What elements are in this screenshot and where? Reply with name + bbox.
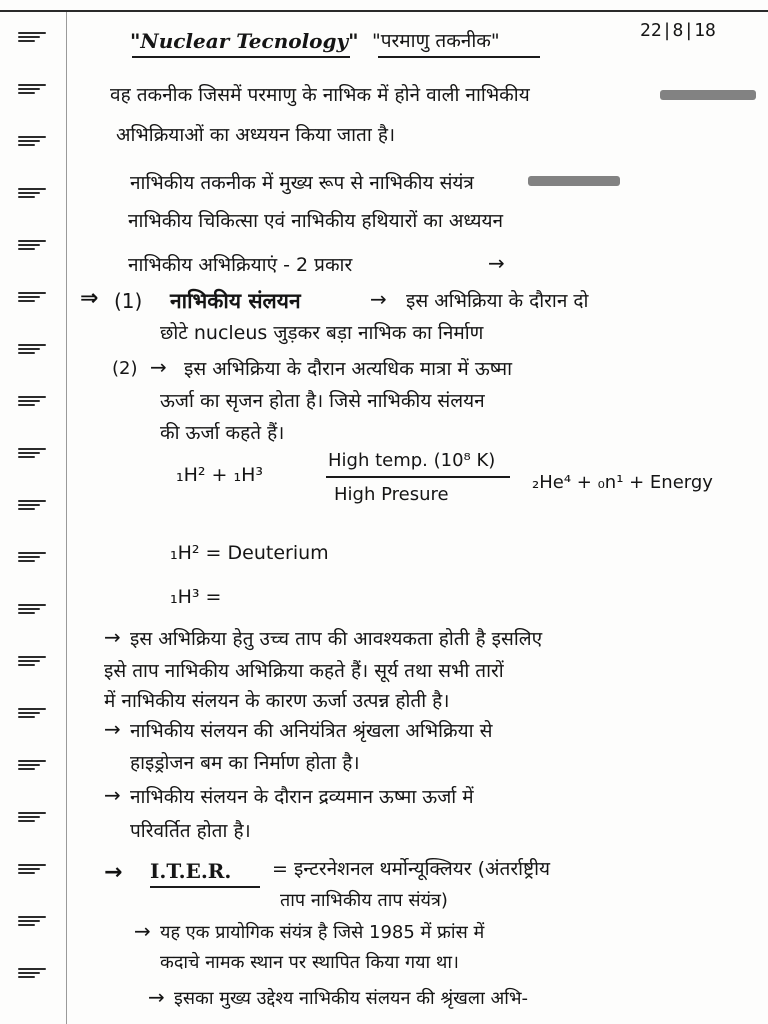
note-line-5: हाइड्रोजन बम का निर्माण होता है। xyxy=(130,752,360,774)
title-english: "Nuclear Tecnology" xyxy=(130,29,359,53)
binding-ring xyxy=(18,604,46,618)
intro-line-3: नाभिकीय तकनीक में मुख्य रूप से नाभिकीय संयंत्र xyxy=(130,172,474,194)
binding-ring xyxy=(18,552,46,566)
double-arrow-icon: ⇒ xyxy=(80,286,99,311)
binding-ring xyxy=(18,812,46,826)
arrow-icon: → xyxy=(370,287,387,311)
title-hindi-underline xyxy=(378,56,540,58)
bold-arrow-icon: → xyxy=(104,860,123,885)
equation-lhs: ₁H² + ₁H³ xyxy=(176,464,264,486)
arrow-icon: → xyxy=(104,625,121,649)
arrow-icon: → xyxy=(150,355,167,379)
binding-ring xyxy=(18,396,46,410)
iter-line-2: ताप नाभिकीय ताप संयंत्र) xyxy=(280,890,448,911)
binding-ring xyxy=(18,864,46,878)
fusion-heading: नाभिकीय संलयन xyxy=(170,289,301,313)
note-line-7: परिवर्तित होता है। xyxy=(130,820,251,842)
binding-ring xyxy=(18,916,46,930)
arrow-icon: → xyxy=(148,985,165,1009)
top-rule xyxy=(0,10,768,12)
note-line-3: में नाभिकीय संलयन के कारण ऊर्जा उत्पन्न होती है। xyxy=(104,690,450,712)
margin-rule xyxy=(66,12,67,1024)
binding-ring xyxy=(18,136,46,150)
binding-ring xyxy=(18,656,46,670)
iter-underline xyxy=(150,886,260,888)
binding-ring xyxy=(18,500,46,514)
binding-ring xyxy=(18,292,46,306)
iter-line-4: कदाचे नामक स्थान पर स्थापित किया गया था। xyxy=(160,952,459,973)
equation-condition-top: High temp. (10⁸ K) xyxy=(328,450,496,471)
iter-line-1: = इन्टरनेशनल थर्मोन्यूक्लियर (अंतर्राष्ट्रीय xyxy=(272,858,551,880)
binding-ring xyxy=(18,760,46,774)
arrow-icon: → xyxy=(104,783,121,807)
intro-line-1: वह तकनीक जिसमें परमाणु के नाभिक में होने वाली नाभिकीय xyxy=(110,84,530,106)
title-hindi: "परमाणु तकनीक" xyxy=(372,30,500,52)
arrow-icon: → xyxy=(488,251,505,275)
intro-line-2: अभिक्रियाओं का अध्ययन किया जाता है। xyxy=(116,124,396,146)
spiral-binding xyxy=(12,20,52,1020)
fusion-sub-number: (2) xyxy=(112,358,138,379)
equation-arrow-line xyxy=(326,476,510,478)
binding-ring xyxy=(18,968,46,982)
isotope-tritium: ₁H³ = xyxy=(170,586,222,608)
iter-label: I.T.E.R. xyxy=(150,859,232,883)
date: 22|8|18 xyxy=(640,20,716,41)
iter-line-3: यह एक प्रायोगिक संयंत्र है जिसे 1985 में फ्रांस में xyxy=(160,922,485,943)
intro-line-4: नाभिकीय चिकित्सा एवं नाभिकीय हथियारों का अध्ययन xyxy=(128,210,504,232)
iter-line-5: इसका मुख्य उद्देश्य नाभिकीय संलयन की श्रृंखला अभि- xyxy=(174,988,529,1009)
binding-ring xyxy=(18,84,46,98)
fusion-sub-line-2: ऊर्जा का सृजन होता है। जिसे नाभिकीय संलयन xyxy=(160,390,485,412)
binding-ring xyxy=(18,32,46,46)
arrow-icon: → xyxy=(104,717,121,741)
note-line-6: नाभिकीय संलयन के दौरान द्रव्यमान ऊष्मा ऊर्जा में xyxy=(130,786,474,808)
fusion-sub-line-3: की ऊर्जा कहते हैं। xyxy=(160,422,285,444)
strikethrough xyxy=(660,90,756,100)
reaction-types-line: नाभिकीय अभिक्रियाएं - 2 प्रकार xyxy=(128,254,353,276)
equation-rhs: ₂He⁴ + ₀n¹ + Energy xyxy=(532,472,713,493)
fusion-line-1: इस अभिक्रिया के दौरान दो xyxy=(406,290,589,312)
isotope-deuterium: ₁H² = Deuterium xyxy=(170,542,329,564)
fusion-line-2: छोटे nucleus जुड़कर बड़ा नाभिक का निर्माण xyxy=(160,322,484,344)
binding-ring xyxy=(18,708,46,722)
binding-ring xyxy=(18,240,46,254)
strikethrough xyxy=(528,176,620,186)
binding-ring xyxy=(18,448,46,462)
arrow-icon: → xyxy=(134,919,151,943)
binding-ring xyxy=(18,188,46,202)
note-line-2: इसे ताप नाभिकीय अभिक्रिया कहते हैं। सूर्य तथा सभी तारों xyxy=(104,660,504,682)
equation-condition-bottom: High Presure xyxy=(334,484,449,505)
note-line-1: इस अभिक्रिया हेतु उच्च ताप की आवश्यकता होती है इसलिए xyxy=(130,628,543,650)
binding-ring xyxy=(18,344,46,358)
fusion-number: (1) xyxy=(114,289,143,313)
title-underline xyxy=(132,56,350,58)
note-line-4: नाभिकीय संलयन की अनियंत्रित श्रृंखला अभिक्रिया से xyxy=(130,720,493,742)
fusion-sub-line-1: इस अभिक्रिया के दौरान अत्यधिक मात्रा में ऊष्मा xyxy=(184,358,513,380)
